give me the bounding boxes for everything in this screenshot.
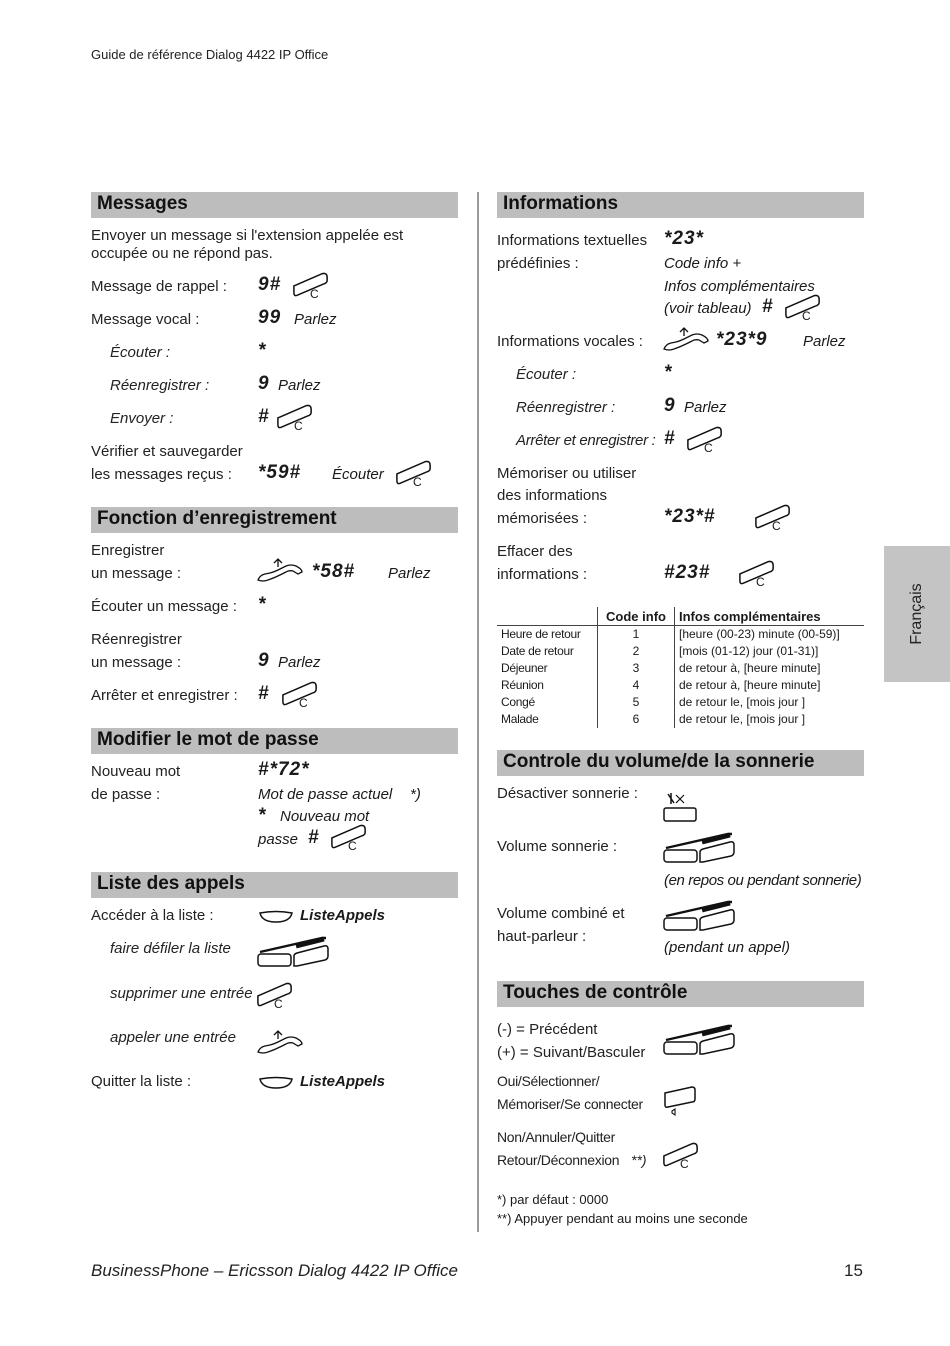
reenregistrer-label: Réenregistrer : <box>110 377 210 394</box>
info-eff-line1: Effacer des <box>497 543 573 560</box>
touches-oui-line1: Oui/Sélectionner/ <box>497 1073 600 1089</box>
arreter-code: # <box>258 683 270 704</box>
clear-key-letter: C <box>704 441 713 455</box>
mot-de-passe-actuel: Mot de passe actuel <box>258 786 393 803</box>
reenregistrer-line2: un message : <box>91 654 182 671</box>
section-title: Informations <box>503 193 619 214</box>
vocal-parlez: Parlez <box>294 311 337 328</box>
nouveau-mot-line2: de passe : <box>91 786 161 803</box>
touches-precedent: (-) = Précédent <box>497 1021 598 1038</box>
table-cell: de retour le, [mois jour ] <box>679 712 806 726</box>
ecouter-code: * <box>258 340 267 361</box>
section-title: Modifier le mot de passe <box>97 729 319 750</box>
messages-intro-line2: occupée ou ne répond pas. <box>91 245 273 262</box>
rappel-code: 9# <box>258 274 282 295</box>
handset-icon <box>662 325 712 353</box>
desactiver-label: Désactiver sonnerie : <box>497 785 638 802</box>
mot-de-passe-note: *) <box>410 786 421 803</box>
nouveau-mot-text: Nouveau mot <box>280 808 370 825</box>
reenregistrer-parlez: Parlez <box>278 377 321 394</box>
verifier-code: *59# <box>258 462 302 483</box>
info-text-code: *23* <box>664 228 704 249</box>
table-row <box>497 643 864 660</box>
info-eff-line2: informations : <box>497 566 588 583</box>
clear-key-letter: C <box>299 696 308 710</box>
info-arreter-code: # <box>664 428 676 449</box>
ecouter-message-label: Écouter un message : <box>91 598 237 615</box>
reenregistrer-msg-code: 9 <box>258 650 270 671</box>
info-voir-hash: # <box>762 296 774 317</box>
table-cell: [mois (01-12) jour (01-31)] <box>679 644 819 658</box>
table-row <box>497 711 864 728</box>
section-title: Messages <box>97 193 188 214</box>
table-row <box>497 677 864 694</box>
clear-key-letter: C <box>802 309 811 323</box>
ecouter-message-code: * <box>258 594 267 615</box>
mot-de-passe-star: * <box>258 805 267 826</box>
running-header: Guide de référence Dialog 4422 IP Office <box>91 47 329 62</box>
info-reenr-code: 9 <box>664 395 676 416</box>
table-cell: 2 <box>598 643 675 660</box>
table-cell: Déjeuner <box>501 661 548 675</box>
table-cell: Réunion <box>501 678 544 692</box>
info-eff-code: #23# <box>664 562 711 583</box>
info-text-line2: prédéfinies : <box>497 255 579 272</box>
reenregistrer-code: 9 <box>258 373 270 394</box>
info-table <box>497 607 864 728</box>
table-cell: Malade <box>501 712 539 726</box>
clear-key-letter: C <box>294 419 303 433</box>
section-title: Liste des appels <box>97 873 245 894</box>
info-arreter-label: Arrêter et enregistrer : <box>516 432 656 449</box>
clear-key-letter: C <box>274 997 283 1011</box>
footnote-press: **) Appuyer pendant au moins une seconde <box>497 1211 748 1226</box>
enregistrer-code: *58# <box>312 561 356 582</box>
vol-sonnerie-label: Volume sonnerie : <box>497 838 618 855</box>
softkey-icon <box>258 1076 294 1090</box>
clear-key-letter: C <box>756 575 765 589</box>
reenregistrer-line1: Réenregistrer <box>91 631 182 648</box>
column-divider <box>477 192 479 1232</box>
ecouter-label: Écouter : <box>110 344 171 361</box>
table-cell: Date de retour <box>501 644 574 658</box>
touches-suivant: (+) = Suivant/Basculer <box>497 1044 646 1061</box>
verifier-line2: les messages reçus : <box>91 466 232 483</box>
table-row <box>497 694 864 711</box>
table-cell: [heure (00-23) minute (00-59)] <box>679 627 840 641</box>
info-ecouter-label: Écouter : <box>516 366 577 383</box>
table-row <box>497 660 864 677</box>
handset-icon <box>256 1028 306 1056</box>
table-header <box>497 607 598 626</box>
touches-oui-line2: Mémoriser/Se connecter <box>497 1096 643 1112</box>
combine-note: (pendant un appel) <box>664 939 790 956</box>
section-volume <box>497 750 864 776</box>
info-code-info: Code info + <box>664 255 742 272</box>
table-cell: de retour le, [mois jour ] <box>679 695 806 709</box>
language-tab <box>884 546 950 682</box>
table-cell: de retour à, [heure minute] <box>679 661 821 675</box>
info-mem-line1: Mémoriser ou utiliser <box>497 465 637 482</box>
info-mem-code: *23*# <box>664 506 716 527</box>
envoyer-label: Envoyer : <box>110 410 174 427</box>
info-reenr-label: Réenregistrer : <box>516 399 616 416</box>
table-cell: 5 <box>598 694 675 711</box>
info-voir-tableau: (voir tableau) <box>664 300 752 317</box>
supprimer-label: supprimer une entrée <box>110 985 253 1002</box>
volume-key-icon <box>662 830 736 864</box>
info-mem-line2: des informations <box>497 487 608 504</box>
footer-title: BusinessPhone – Ericsson Dialog 4422 IP Office <box>91 1261 458 1280</box>
info-ecouter-code: * <box>664 362 673 383</box>
info-vocales-label: Informations vocales : <box>497 333 643 350</box>
enregistrer-line2: un message : <box>91 565 182 582</box>
table-header: Code info <box>598 607 675 626</box>
handset-icon <box>256 556 306 584</box>
vol-sonnerie-note: (en repos ou pendant sonnerie) <box>664 872 862 889</box>
table-cell: 1 <box>598 626 675 644</box>
table-header: Infos complémentaires <box>675 607 865 626</box>
acceder-label: Accéder à la liste : <box>91 907 214 924</box>
clear-key-letter: C <box>680 1157 689 1171</box>
touches-non-line2: Retour/Déconnexion <box>497 1152 620 1168</box>
info-infos-comp: Infos complémentaires <box>664 278 815 295</box>
section-touches <box>497 981 864 1007</box>
section-mot-de-passe <box>91 728 458 754</box>
clear-key-letter: C <box>413 475 422 489</box>
table-cell: de retour à, [heure minute] <box>679 678 821 692</box>
quitter-label: Quitter la liste : <box>91 1073 192 1090</box>
table-cell: 4 <box>598 677 675 694</box>
info-text-line1: Informations textuelles <box>497 232 648 249</box>
appeler-label: appeler une entrée <box>110 1029 236 1046</box>
section-title: Controle du volume/de la sonnerie <box>503 751 815 772</box>
acceder-liste-appels: ListeAppels <box>300 907 386 924</box>
passe-text: passe <box>258 831 299 848</box>
touches-non-line1: Non/Annuler/Quitter <box>497 1129 616 1145</box>
defiler-label: faire défiler la liste <box>110 940 231 957</box>
section-enregistrement <box>91 507 458 533</box>
volume-key-icon <box>662 898 736 932</box>
reenregistrer-msg-parlez: Parlez <box>278 654 321 671</box>
section-title: Fonction d’enregistrement <box>97 508 337 529</box>
section-liste-appels <box>91 872 458 898</box>
volume-key-icon <box>256 934 330 968</box>
clear-key-letter: C <box>772 519 781 533</box>
table-header-row <box>497 607 864 626</box>
vocal-label: Message vocal : <box>91 311 200 328</box>
table-cell: 3 <box>598 660 675 677</box>
messages-intro-line1: Envoyer un message si l'extension appelée est <box>91 227 404 244</box>
envoyer-code: # <box>258 406 270 427</box>
info-reenr-parlez: Parlez <box>684 399 727 416</box>
section-title: Touches de contrôle <box>503 982 688 1003</box>
mute-key-icon <box>662 790 698 824</box>
combine-line2: haut-parleur : <box>497 928 587 945</box>
section-informations <box>497 192 864 218</box>
verifier-line1: Vérifier et sauvegarder <box>91 443 243 460</box>
footnote-default: *) par défaut : 0000 <box>497 1192 609 1207</box>
arreter-label: Arrêter et enregistrer : <box>91 687 238 704</box>
table-row <box>497 626 864 644</box>
softkey-icon <box>258 910 294 924</box>
combine-line1: Volume combiné et <box>497 905 625 922</box>
ok-key-icon <box>662 1085 698 1117</box>
info-vocales-code: *23*9 <box>716 329 768 350</box>
language-tab-label: Français <box>908 583 925 645</box>
verifier-ecouter: Écouter <box>332 466 384 483</box>
enregistrer-line1: Enregistrer <box>91 542 165 559</box>
page-number: 15 <box>844 1261 863 1280</box>
clear-key-letter: C <box>348 839 357 853</box>
touches-non-note: **) <box>631 1152 647 1168</box>
vocal-code: 99 <box>258 307 282 328</box>
table-cell: Congé <box>501 695 535 709</box>
quitter-liste-appels: ListeAppels <box>300 1073 386 1090</box>
section-messages <box>91 192 458 218</box>
info-mem-line3: mémorisées : <box>497 510 588 527</box>
volume-key-icon <box>662 1022 736 1056</box>
table-cell: 6 <box>598 711 675 728</box>
enregistrer-parlez: Parlez <box>388 565 431 582</box>
info-vocales-parlez: Parlez <box>803 333 846 350</box>
table-cell: Heure de retour <box>501 627 581 641</box>
mot-de-passe-code: #*72* <box>258 759 310 780</box>
clear-key-letter: C <box>310 287 319 301</box>
nouveau-mot-line1: Nouveau mot <box>91 763 181 780</box>
rappel-label: Message de rappel : <box>91 278 227 295</box>
passe-hash: # <box>308 827 320 848</box>
